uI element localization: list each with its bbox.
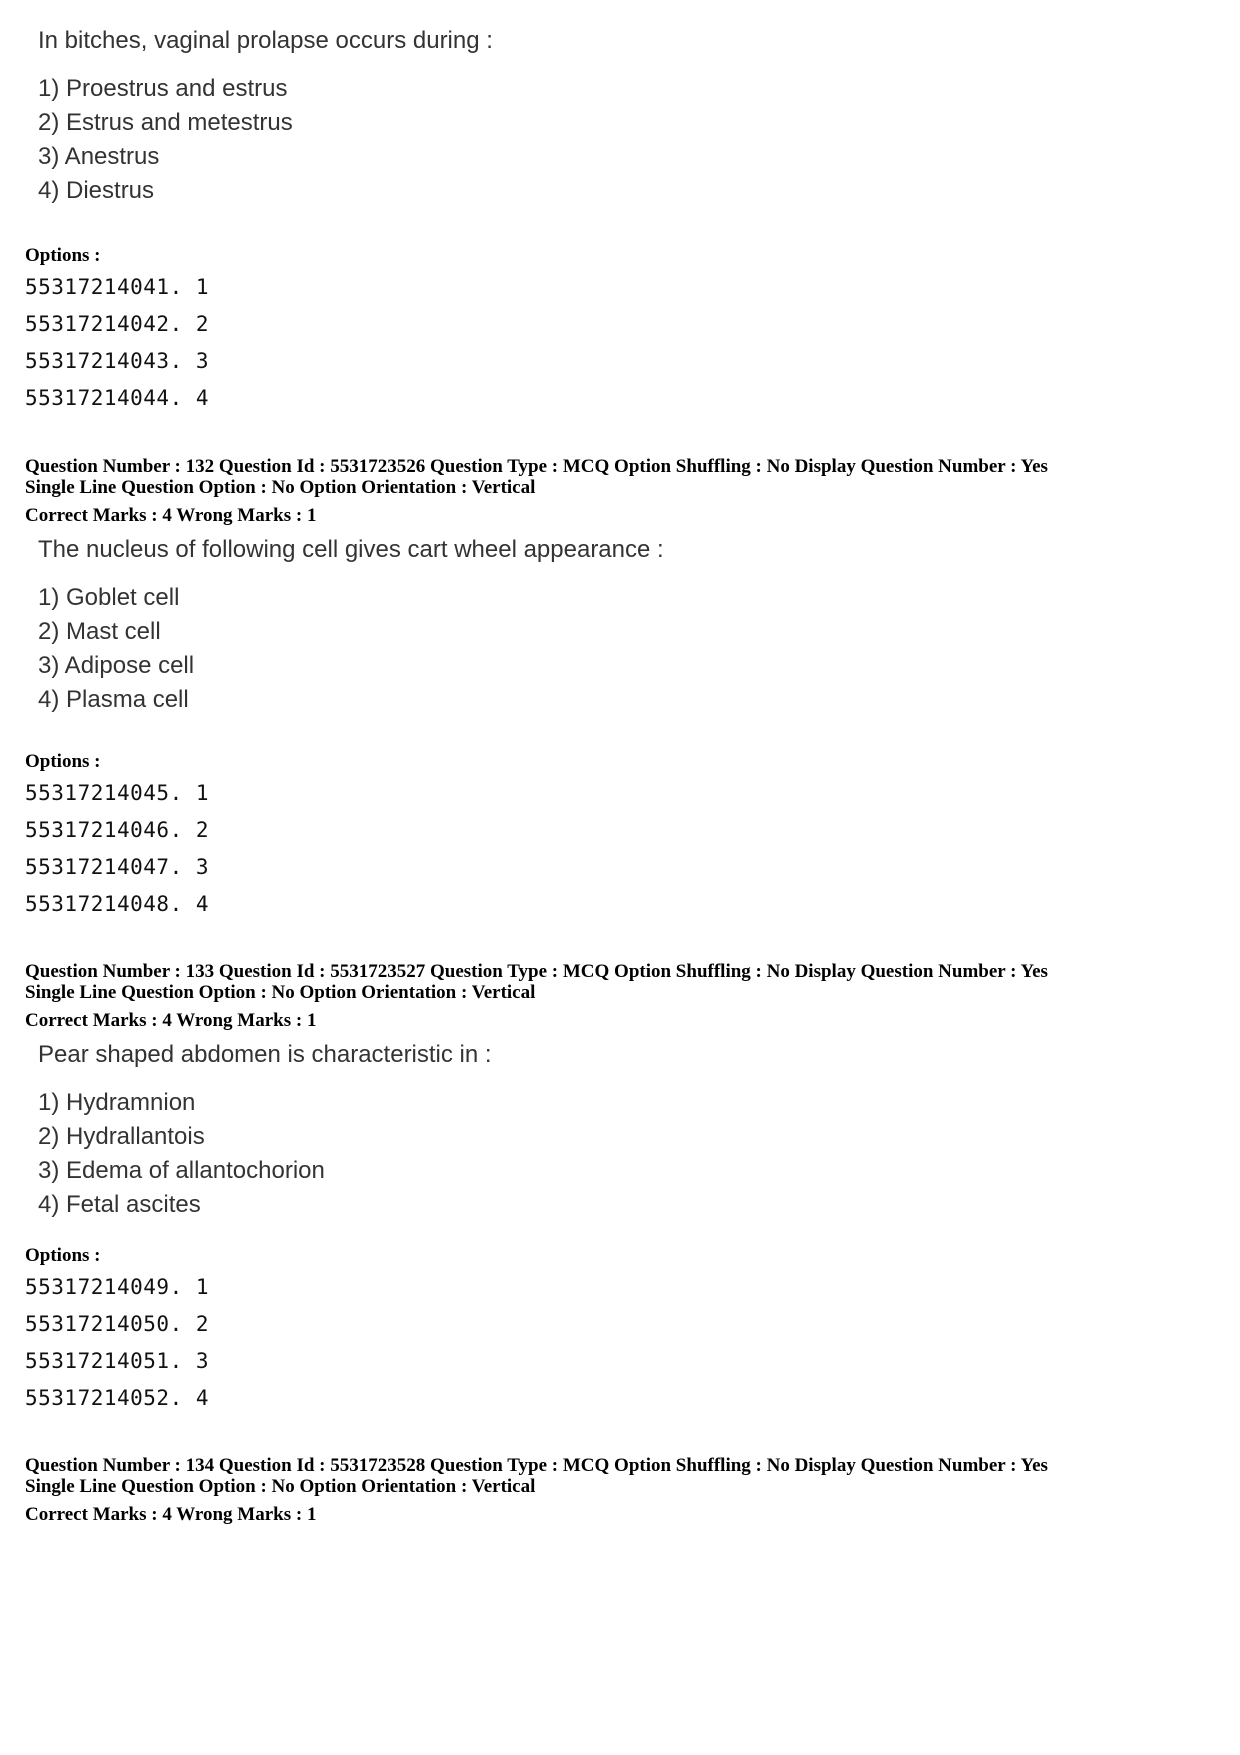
option-row: 55317214041. 1 — [25, 275, 210, 299]
question-image — [38, 26, 1228, 208]
option-row: 55317214051. 3 — [25, 1349, 210, 1373]
question-text: Pear shaped abdomen is characteristic in : — [38, 1041, 492, 1068]
question-133 — [25, 1040, 1215, 1222]
question-text: In bitches, vaginal prolapse occurs during : — [38, 27, 493, 54]
question-133-header — [25, 961, 1215, 1031]
question-meta-line-1: Question Number : 133 Question Id : 5531723527 Question Type : MCQ Option Shuffling : No Display Question Number : Yes — [25, 961, 1048, 982]
question-marks: Correct Marks : 4 Wrong Marks : 1 — [25, 1010, 317, 1031]
option-row: 55317214042. 2 — [25, 312, 210, 336]
option-row: 55317214046. 2 — [25, 818, 210, 842]
option-row: 55317214044. 4 — [25, 386, 210, 410]
question-132-header — [25, 456, 1215, 526]
question-meta-line-1: Question Number : 134 Question Id : 5531723528 Question Type : MCQ Option Shuffling : No Display Question Number : Yes — [25, 1455, 1048, 1476]
choice-4: 4) Fetal ascites — [38, 1191, 201, 1218]
option-row: 55317214050. 2 — [25, 1312, 210, 1336]
choice-4: 4) Diestrus — [38, 177, 155, 204]
question-marks: Correct Marks : 4 Wrong Marks : 1 — [25, 1504, 317, 1525]
option-row: 55317214047. 3 — [25, 855, 210, 879]
question-marks: Correct Marks : 4 Wrong Marks : 1 — [25, 505, 317, 526]
options-label: Options : — [25, 245, 101, 266]
question-meta-line-2: Single Line Question Option : No Option Orientation : Vertical — [25, 982, 536, 1003]
choice-2: 2) Hydrallantois — [38, 1123, 205, 1150]
choice-1: 1) Hydramnion — [38, 1089, 196, 1116]
choice-4: 4) Plasma cell — [38, 686, 189, 713]
choice-2: 2) Mast cell — [38, 618, 161, 645]
question-meta-line-2: Single Line Question Option : No Option Orientation : Vertical — [25, 477, 536, 498]
option-row: 55317214045. 1 — [25, 781, 210, 805]
options-132 — [25, 751, 1215, 923]
choice-1: 1) Goblet cell — [38, 584, 180, 611]
choice-1: 1) Proestrus and estrus — [38, 75, 288, 102]
question-meta-line-2: Single Line Question Option : No Option Orientation : Vertical — [25, 1476, 536, 1497]
option-row: 55317214052. 4 — [25, 1386, 210, 1410]
question-131 — [25, 26, 1215, 208]
options-131 — [25, 245, 1215, 417]
question-134-header — [25, 1455, 1215, 1525]
question-text: The nucleus of following cell gives cart wheel appearance : — [38, 536, 664, 563]
choice-3: 3) Adipose cell — [38, 652, 195, 679]
options-133 — [25, 1245, 1215, 1417]
choice-3: 3) Edema of allantochorion — [38, 1157, 325, 1184]
question-132 — [25, 535, 1215, 717]
option-row: 55317214043. 3 — [25, 349, 210, 373]
choice-3: 3) Anestrus — [38, 143, 160, 170]
options-label: Options : — [25, 751, 101, 772]
question-meta-line-1: Question Number : 132 Question Id : 5531723526 Question Type : MCQ Option Shuffling : No Display Question Number : Yes — [25, 456, 1048, 477]
question-image — [38, 535, 1228, 717]
question-image — [38, 1040, 1228, 1222]
choice-2: 2) Estrus and metestrus — [38, 109, 293, 136]
option-row: 55317214049. 1 — [25, 1275, 210, 1299]
options-label: Options : — [25, 1245, 101, 1266]
option-row: 55317214048. 4 — [25, 892, 210, 916]
